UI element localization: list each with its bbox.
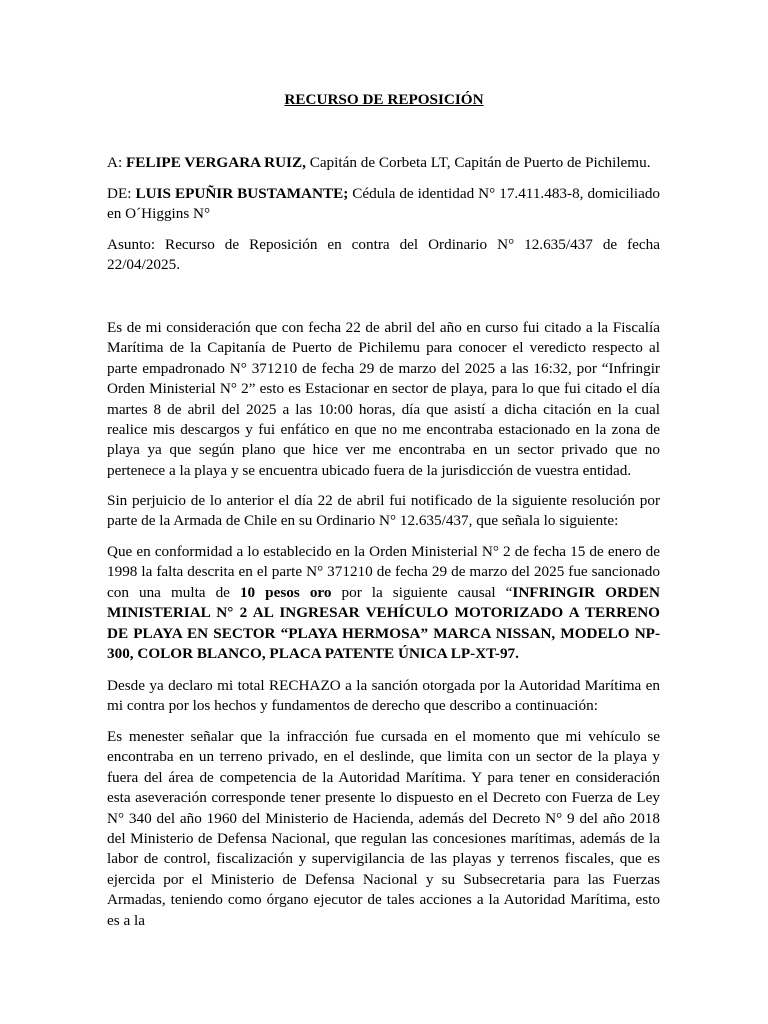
addressee-name: FELIPE VERGARA RUIZ, bbox=[125, 154, 306, 171]
sender-label: DE: bbox=[107, 185, 132, 202]
body-paragraph-2: Sin perjuicio de lo anterior el día 22 de abril fui notificado de la siguiente resolución por parte de la Armada de Chile en su Ordinario N° 12.635/437, que señala lo siguiente: bbox=[107, 492, 660, 530]
body-paragraph-5: Es menester señalar que la infracción fue cursada en el momento que mi vehículo se encontraba en un terreno privado, en el deslinde, que limita con un sector de la playa y fuera del área de competencia de la Autoridad Marítima. Y para tener en consideración esta aseveración corresponde tener presente lo dispuesto en el Decreto con Fuerza de Ley N° 340 del año 1960 del Ministerio de Hacienda, además del Decreto N° 9 del año 2018 del Ministerio de Defensa Nacional, que regulan las concesiones marítimas, además de la labor de control, fiscalización y supervigilancia de las playas y terrenos fiscales, que es ejercida por el Ministerio de Defensa Nacional y su Subsecretaria para las Fuerzas Armadas, teniendo como órgano ejecutor de tales acciones a la Autoridad Marítima, esto es a la bbox=[107, 728, 660, 929]
paragraph-3-cause-lead: por la siguiente causal “ bbox=[331, 583, 513, 601]
fine-amount: 10 pesos oro bbox=[239, 583, 332, 601]
body-paragraph-1: Es de mi consideración que con fecha 22 de abril del año en curso fui citado a la Fiscalía Marítima de la Capitanía de Puerto de Pichilemu para conocer el veredicto respecto al parte empadronado N° 371210 de fecha 29 de marzo del 2025 a las 16:32, por “Infringir Orden Ministerial N° 2” esto es Estacionar en sector de playa, para lo que fui citado el día martes 8 de abril del 2025 a las 10:00 horas, día que asistí a dicha citación en la cual realice mis descargos y fui enfático en que no me encontraba estacionado en la zona de playa ya que según plano que hice ver me encontraba en un sector privado que no pertenece a la playa y se encuentra ubicado fuera de la jurisdicción de vuestra entidad. bbox=[107, 319, 660, 479]
addressee-title: Capitán de Corbeta LT, Capitán de Puerto de Pichilemu. bbox=[305, 154, 651, 171]
addressee-line bbox=[107, 153, 660, 173]
paragraph-3-intro: Que en conformidad a lo establecido en la Orden Ministerial N° 2 de fecha 15 de enero de 1998 la falta descrita en el parte N° 371210 de fecha 29 de marzo del 2025 fue sancionado con una multa de bbox=[107, 543, 660, 601]
sender-line bbox=[107, 184, 660, 225]
subject-line: Asunto: Recurso de Reposición en contra del Ordinario N° 12.635/437 de fecha 22/04/2025. bbox=[107, 236, 660, 274]
body-paragraph-4: Desde ya declaro mi total RECHAZO a la sanción otorgada por la Autoridad Marítima en mi contra por los hechos y fundamentos de derecho que describo a continuación: bbox=[107, 677, 660, 715]
document-title: RECURSO DE REPOSICIÓN bbox=[284, 91, 484, 108]
sender-name: LUIS EPUÑIR BUSTAMANTE; bbox=[135, 185, 349, 202]
body-paragraph-3 bbox=[107, 542, 660, 664]
addressee-label: A: bbox=[107, 154, 123, 171]
sender-details: Cédula de identidad N° 17.411.483-8, domiciliado en O´Higgins N° bbox=[107, 185, 661, 223]
infraction-cause: INFRINGIR ORDEN MINISTERIAL N° 2 AL INGRESAR VEHÍCULO MOTORIZADO A TERRENO DE PLAYA EN SECTOR “PLAYA HERMOSA” MARCA NISSAN, MODELO NP-300, COLOR BLANCO, PLACA PATENTE ÚNICA LP-XT-97. bbox=[107, 583, 661, 663]
